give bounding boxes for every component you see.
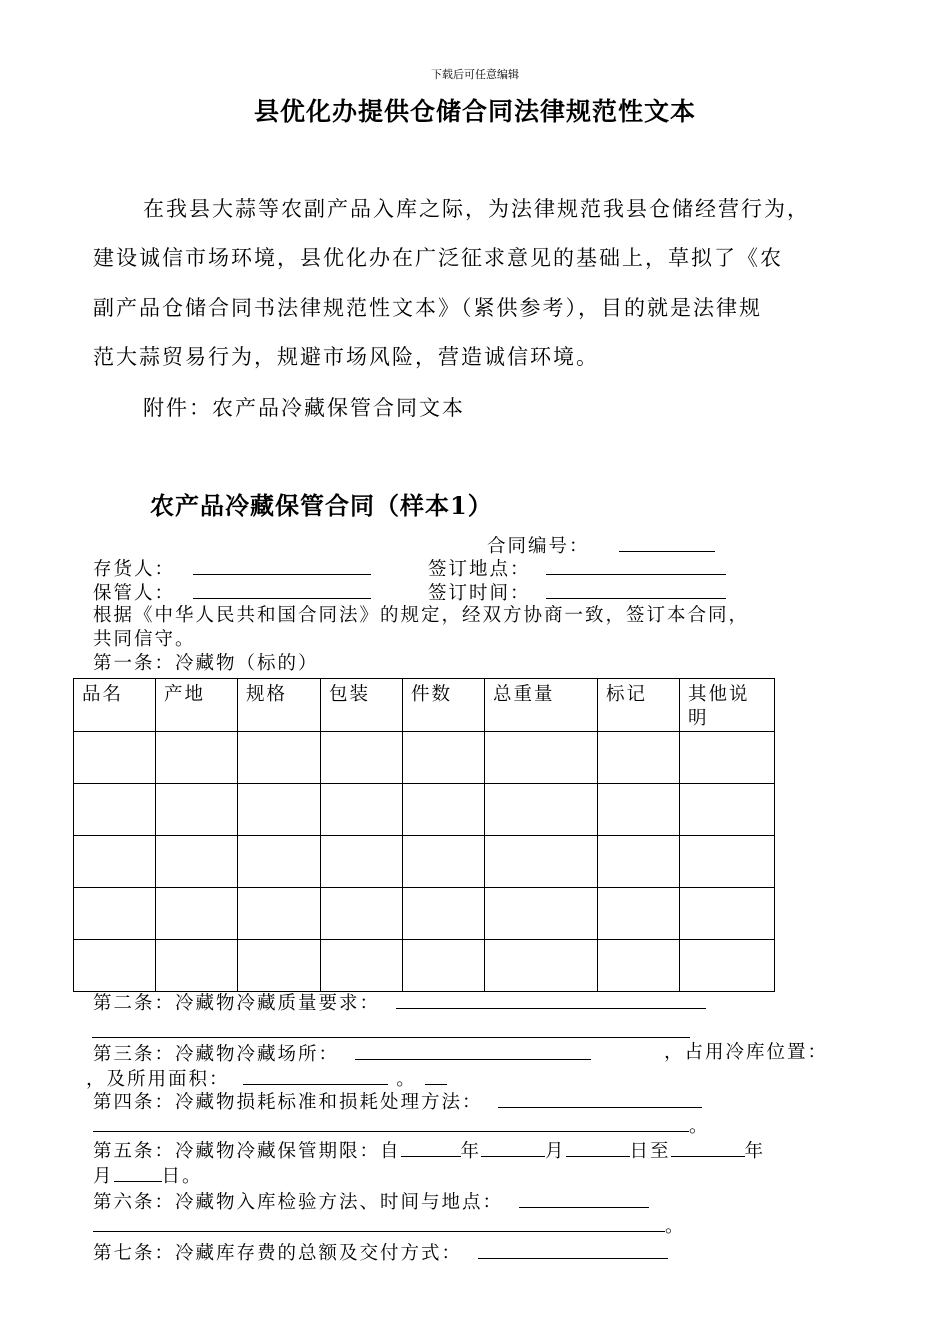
article-3-label: 第三条：冷藏物冷藏场所： — [93, 1044, 340, 1065]
intro-line-2: 建设诚信市场环境，县优化办在广泛征求意见的基础上，草拟了《农 — [93, 246, 783, 270]
table-cell[interactable] — [74, 836, 156, 888]
table-cell[interactable] — [680, 784, 775, 836]
table-cell[interactable] — [403, 888, 485, 940]
storage-fee-blank[interactable] — [478, 1240, 668, 1259]
table-cell[interactable] — [598, 888, 680, 940]
start-day-blank[interactable] — [566, 1138, 630, 1157]
end-month-label: 月 — [93, 1166, 114, 1187]
table-cell[interactable] — [680, 888, 775, 940]
article-6-label: 第六条：冷藏物入库检验方法、时间与地点： — [93, 1192, 504, 1213]
table-cell[interactable] — [403, 836, 485, 888]
table-cell[interactable] — [74, 784, 156, 836]
article-2-label: 第二条：冷藏物冷藏质量要求： — [93, 993, 381, 1014]
article-2 — [93, 990, 706, 1016]
table-cell[interactable] — [74, 940, 156, 992]
goods-table — [73, 678, 775, 992]
quality-requirement-line-2[interactable] — [92, 1037, 690, 1038]
table-cell[interactable] — [485, 836, 598, 888]
day-to-label: 日至 — [629, 1141, 671, 1162]
sign-time-field — [428, 580, 726, 606]
document-title: 县优化办提供仓储合同法律规范性文本 — [253, 97, 696, 126]
table-cell[interactable] — [321, 732, 403, 784]
header-note: 下载后可任意编辑 — [431, 68, 519, 81]
loss-standard-blank[interactable] — [498, 1089, 702, 1108]
area-blank[interactable] — [243, 1066, 388, 1085]
article-5 — [93, 1138, 765, 1164]
depositor-label: 存货人： — [93, 559, 176, 580]
table-cell[interactable] — [680, 836, 775, 888]
table-cell[interactable] — [485, 732, 598, 784]
table-cell[interactable] — [680, 732, 775, 784]
table-header-cell: 件数 — [403, 679, 485, 732]
end-year-label: 年 — [744, 1141, 766, 1162]
table-cell[interactable] — [74, 732, 156, 784]
area-extra-blank[interactable] — [425, 1066, 447, 1085]
attachment-line: 附件：农产品冷藏保管合同文本 — [143, 396, 465, 420]
article-5-label: 第五条：冷藏物冷藏保管期限：自 — [93, 1141, 401, 1162]
article-4-label: 第四条：冷藏物损耗标准和损耗处理方法： — [93, 1092, 483, 1113]
inspection-blank[interactable] — [519, 1189, 649, 1208]
year-label: 年 — [460, 1141, 482, 1162]
table-cell[interactable] — [74, 888, 156, 940]
table-cell[interactable] — [485, 888, 598, 940]
depositor-blank[interactable] — [193, 556, 371, 575]
end-day-blank[interactable] — [114, 1163, 162, 1182]
article-4 — [93, 1089, 702, 1115]
article-5-period: 。 — [182, 1166, 203, 1187]
table-row — [74, 732, 775, 784]
area-period: 。 — [396, 1069, 417, 1090]
day-label: 日 — [161, 1166, 183, 1187]
table-cell[interactable] — [321, 836, 403, 888]
keeper-blank[interactable] — [193, 580, 371, 599]
inspection-period: 。 — [665, 1216, 686, 1237]
loss-period: 。 — [689, 1116, 710, 1137]
depositor-field — [93, 556, 371, 582]
table-cell[interactable] — [598, 836, 680, 888]
loss-standard-line-2 — [93, 1113, 710, 1139]
table-cell[interactable] — [680, 940, 775, 992]
intro-line-4: 范大蒜贸易行为，规避市场风险，营造诚信环境。 — [93, 345, 599, 369]
table-header-cell: 包装 — [321, 679, 403, 732]
contract-number-blank[interactable] — [619, 533, 715, 552]
loss-standard-blank-2[interactable] — [93, 1113, 689, 1132]
table-cell[interactable] — [156, 940, 238, 992]
table-cell[interactable] — [403, 784, 485, 836]
table-header-row — [74, 679, 775, 732]
inspection-line-2 — [93, 1213, 686, 1239]
intro-line-1: 在我县大蒜等农副产品入库之际，为法律规范我县仓储经营行为， — [143, 197, 810, 221]
table-cell[interactable] — [156, 888, 238, 940]
table-cell[interactable] — [485, 784, 598, 836]
keeper-field — [93, 580, 371, 606]
table-cell[interactable] — [598, 940, 680, 992]
table-cell[interactable] — [238, 784, 321, 836]
sign-time-blank[interactable] — [546, 580, 726, 599]
area-label: ，及所用面积： — [86, 1069, 230, 1090]
inspection-blank-2[interactable] — [93, 1213, 665, 1232]
article-3 — [93, 1041, 591, 1067]
table-cell[interactable] — [598, 732, 680, 784]
intro-line-3: 副产品仓储合同书法律规范性文本》（紧供参考），目的就是法律规 — [93, 296, 762, 320]
table-cell[interactable] — [238, 836, 321, 888]
table-cell[interactable] — [238, 888, 321, 940]
table-row — [74, 836, 775, 888]
table-cell[interactable] — [238, 732, 321, 784]
contract-number-label: 合同编号： — [487, 536, 590, 557]
article-7 — [93, 1240, 668, 1266]
table-row — [74, 888, 775, 940]
article-5-cont — [93, 1163, 203, 1189]
contract-title: 农产品冷藏保管合同（样本1） — [150, 491, 493, 520]
table-cell[interactable] — [156, 836, 238, 888]
table-cell[interactable] — [321, 784, 403, 836]
sign-place-field — [428, 556, 726, 582]
article-6 — [93, 1189, 649, 1215]
table-cell[interactable] — [403, 940, 485, 992]
quality-requirement-blank[interactable] — [396, 990, 706, 1009]
table-cell[interactable] — [485, 940, 598, 992]
month-label: 月 — [545, 1141, 566, 1162]
table-cell[interactable] — [598, 784, 680, 836]
table-cell[interactable] — [238, 940, 321, 992]
table-cell[interactable] — [321, 888, 403, 940]
start-month-blank[interactable] — [481, 1138, 545, 1157]
start-year-blank[interactable] — [401, 1138, 461, 1157]
table-header-cell: 标记 — [598, 679, 680, 732]
table-header-cell: 品名 — [74, 679, 156, 732]
table-header-cell: 其他说明 — [680, 679, 775, 732]
storage-place-blank[interactable] — [355, 1041, 591, 1060]
cold-storage-position-label: ，占用冷库位置： — [664, 1042, 829, 1063]
sign-place-label: 签订地点： — [428, 559, 531, 580]
sign-place-blank[interactable] — [546, 556, 726, 575]
table-cell[interactable] — [156, 732, 238, 784]
basis-line-1: 根据《中华人民共和国合同法》的规定，经双方协商一致，签订本合同， — [93, 605, 750, 626]
end-year-blank[interactable] — [671, 1138, 745, 1157]
sign-time-label: 签订时间： — [428, 583, 531, 604]
table-header-cell: 产地 — [156, 679, 238, 732]
article-1: 第一条：冷藏物（标的） — [93, 653, 319, 674]
table-row — [74, 784, 775, 836]
table-cell[interactable] — [403, 732, 485, 784]
table-cell[interactable] — [321, 940, 403, 992]
table-cell[interactable] — [156, 784, 238, 836]
keeper-label: 保管人： — [93, 583, 176, 604]
table-header-cell: 总重量 — [485, 679, 598, 732]
table-row — [74, 940, 775, 992]
basis-line-2: 共同信守。 — [93, 629, 196, 650]
article-7-label: 第七条：冷藏库存费的总额及交付方式： — [93, 1243, 463, 1264]
table-header-cell: 规格 — [238, 679, 321, 732]
